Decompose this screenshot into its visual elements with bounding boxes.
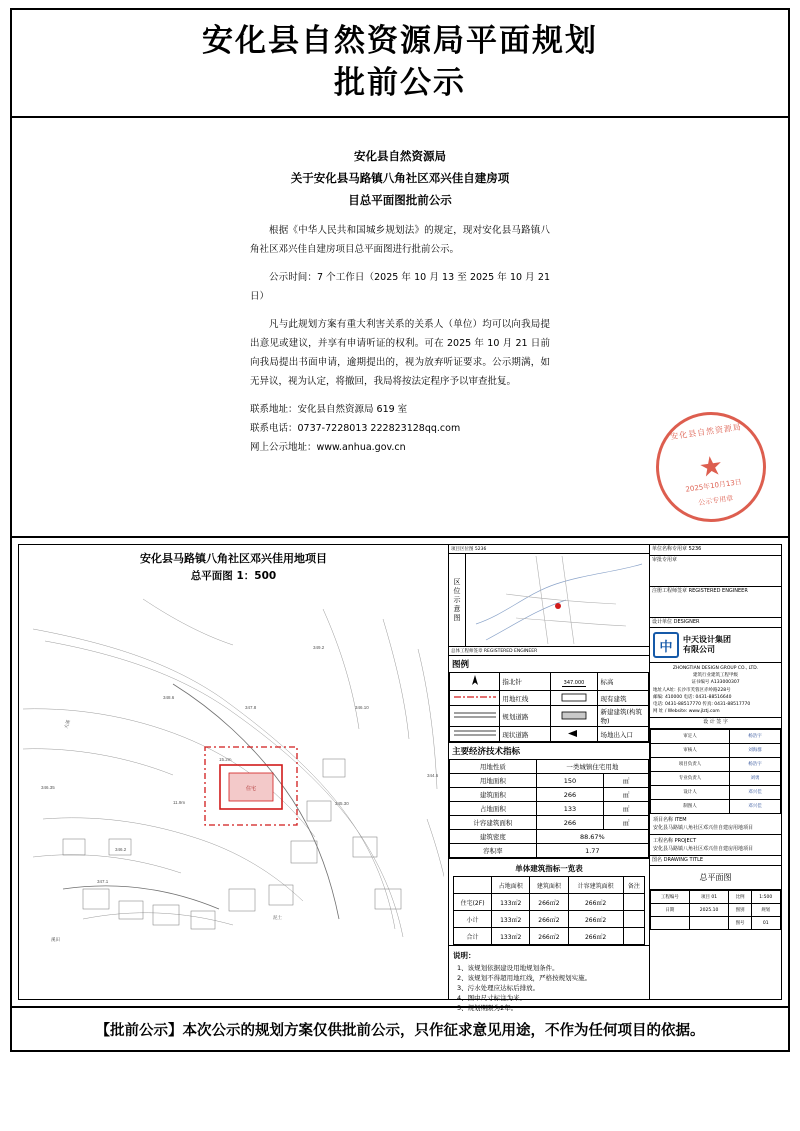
signature-table — [650, 729, 781, 814]
notes-title: 说明： — [453, 951, 476, 960]
page-title-line1: 安化县自然资源局平面规划 — [202, 23, 598, 60]
drawing-title-label: 图名 DRAWING TITLE — [650, 856, 781, 867]
title-block-panel — [649, 545, 781, 999]
spec-name: 建筑面积 — [450, 788, 537, 802]
table-row — [454, 894, 645, 911]
svg-text:住宅: 住宅 — [245, 786, 257, 792]
sign-role: 制图人 — [651, 799, 730, 813]
location-head-label: 项目区位图 5236 — [449, 545, 649, 554]
firm-en-name: ZHONGTIAN DESIGN GROUP CO., LTD. — [672, 666, 759, 671]
spec-name: 建筑密度 — [450, 830, 537, 844]
cert-line1: 建筑行业建筑工程甲级 — [693, 673, 738, 679]
engineer-stamp-box: 注册工程师签章 REGISTERED ENGINEER — [650, 587, 781, 618]
spec-unit: ㎡ — [604, 816, 649, 830]
site-plan-title-main: 安化县马路镇八角社区邓兴佳用地项目 — [140, 552, 327, 565]
firm-website: 网 址 / Website: www.jlztj.com — [653, 709, 720, 715]
spec-unit: ㎡ — [604, 774, 649, 788]
spec-value: 266 — [536, 816, 604, 830]
notice-paragraph-1: 根据《中华人民共和国城乡规划法》的规定，现对安化县马路镇八角社区邓兴佳自建房项目总平面图进行批前公示。 — [250, 224, 550, 255]
drawing-frame — [18, 544, 782, 1013]
note-item: 4、图中尺寸标注为米。 — [457, 994, 527, 1003]
unit-cell: 住宅(2F) — [454, 894, 492, 911]
location-box — [449, 554, 649, 646]
sign-role: 审定人 — [651, 729, 730, 743]
svg-text:大溪: 大溪 — [63, 719, 72, 730]
sign-role: 专业负责人 — [651, 771, 730, 785]
company-logo-icon: 中 — [653, 632, 679, 658]
spec-section — [449, 743, 649, 859]
spec-name: 用地面积 — [450, 774, 537, 788]
site-plan-panel — [19, 545, 449, 999]
seal-star-icon: ★ — [696, 449, 726, 485]
notice-paragraph-2: 公示时间：7 个工作日（2025 年 10 月 13 至 2025 年 10 月 21 日） — [250, 271, 550, 302]
legend-row — [450, 727, 649, 742]
sign-name: 杨浩宇 — [729, 757, 780, 771]
sign-name: 杨浩宇 — [729, 729, 780, 743]
foot-key2: 比例 — [729, 891, 751, 904]
legend-label-north: 指北针 — [500, 673, 550, 691]
foot-value2: 1:500 — [751, 891, 780, 904]
svg-text:345.30: 345.30 — [335, 801, 349, 806]
sub-project-name: 安化县马路镇八角社区邓兴佳自建房用地项目 — [653, 845, 754, 852]
unit-cell — [623, 928, 644, 945]
table-row — [651, 904, 781, 917]
spec-value: 1.77 — [536, 844, 648, 858]
sign-role: 审核人 — [651, 743, 730, 757]
table-row — [651, 917, 781, 930]
location-side-label: 区位示意图 — [449, 554, 466, 646]
svg-text:346.2: 346.2 — [115, 847, 127, 852]
legend-table — [449, 672, 649, 742]
spec-name: 容积率 — [450, 844, 537, 858]
table-row — [450, 802, 649, 816]
legend-row — [450, 706, 649, 727]
units-col-3: 计容建筑面积 — [568, 877, 623, 894]
seal-date-text: 2025年10月13日 — [685, 477, 743, 494]
seal-bottom-text: 公示专用章 — [697, 494, 734, 508]
sub-project-label: 工程名称 PROJECT — [653, 837, 697, 844]
foot-value2: 01 — [751, 917, 780, 930]
table-row — [651, 891, 781, 904]
redline-icon — [450, 691, 500, 706]
firm-details — [650, 663, 781, 718]
site-plan-map — [23, 589, 444, 995]
document-header — [10, 8, 790, 118]
svg-text:346.10: 346.10 — [355, 705, 369, 710]
foot-key — [651, 917, 690, 930]
table-row — [450, 774, 649, 788]
page-title-line2: 批前公示 — [334, 65, 466, 101]
notes-section — [449, 946, 649, 1013]
sign-role: 项目负责人 — [651, 757, 730, 771]
spec-unit: ㎡ — [604, 788, 649, 802]
unit-cell: 133㎡2 — [492, 894, 530, 911]
firm-address-1: 地址人A址: 长沙市芙蓉区赤岭路228号 — [653, 687, 731, 693]
legend-label-existing-road: 现状道路 — [500, 727, 550, 742]
notice-title-1: 安化县自然资源局 — [354, 149, 446, 163]
table-row — [651, 757, 781, 771]
existing-road-icon — [450, 727, 500, 742]
unit-cell — [623, 894, 644, 911]
legend-section — [449, 656, 649, 743]
foot-value: 项目 01 — [689, 891, 729, 904]
firm-head-label: 设计单位 DESIGNER — [650, 618, 781, 629]
table-row — [454, 911, 645, 928]
firm-address-2: 邮编: 410000 电话: 0431-88516640 — [653, 694, 732, 700]
location-caption: 总体工程师签章 REGISTERED ENGINEER — [449, 646, 649, 655]
spec-table — [449, 759, 649, 858]
project-label: 项目名称 ITEM — [653, 816, 687, 823]
sign-name: 刘海群 — [729, 743, 780, 757]
spec-value: 150 — [536, 774, 604, 788]
unit-cell — [623, 911, 644, 928]
legend-title: 图例 — [452, 660, 470, 670]
unit-cell: 小计 — [454, 911, 492, 928]
spec-name: 计容建筑面积 — [450, 816, 537, 830]
unit-cell: 133㎡2 — [492, 911, 530, 928]
table-row — [450, 788, 649, 802]
notice-body — [250, 146, 550, 457]
spec-value: 133 — [536, 802, 604, 816]
notice-section — [10, 118, 790, 538]
notice-website: 网上公示地址：www.anhua.gov.cn — [250, 441, 406, 453]
unit-cell: 266㎡2 — [530, 911, 568, 928]
sub-project-block — [650, 835, 781, 856]
table-row — [651, 743, 781, 757]
spec-unit: ㎡ — [604, 802, 649, 816]
legend-label-planned-road: 规划道路 — [500, 706, 550, 727]
spec-value: 一类城镇住宅用地 — [536, 760, 648, 774]
legend-label-existing: 现有建筑 — [598, 691, 649, 706]
table-row — [651, 729, 781, 743]
sign-name: 邓兴佳 — [729, 799, 780, 813]
legend-label-elevation: 标高 — [598, 673, 649, 691]
svg-text:347.8: 347.8 — [245, 705, 257, 710]
planned-road-icon — [450, 706, 500, 727]
firm-name-line1: 中天设计集团 — [683, 634, 731, 644]
site-plan-title-sub: 总平面图 1：500 — [190, 569, 277, 582]
sign-role: 设计人 — [651, 785, 730, 799]
document-footer — [10, 1008, 790, 1052]
notice-phone: 联系电话：0737-7228013 222823128qq.com — [250, 422, 461, 434]
signature-title — [650, 718, 781, 729]
spec-title: 主要经济技术指标 — [452, 747, 521, 757]
foot-key2: 图号 — [729, 917, 751, 930]
unit-cell: 合计 — [454, 928, 492, 945]
notice-paragraph-3: 凡与此规划方案有重大利害关系的关系人（单位）均可以向我局提出意见或建议，并享有申请听证的权利。可在 2025 年 10 月 21 日前向我局提出书面申请，逾期提出的，视为放弃听证要求。公示期满，如无异议，视为认定，将撤回，我局将按法定程序予以审查批复。 — [250, 318, 550, 387]
unit-cell: 266㎡2 — [568, 911, 623, 928]
svg-text:11.9m: 11.9m — [173, 800, 186, 805]
compass-icon — [450, 673, 500, 691]
entrance-icon — [550, 727, 598, 742]
svg-text:溪田: 溪田 — [51, 937, 60, 942]
project-name-block — [650, 814, 781, 835]
note-item: 3、污水处理应达标后排放。 — [457, 984, 540, 993]
units-title: 单体建筑指标一览表 — [515, 864, 583, 873]
units-col-4: 备注 — [623, 877, 644, 894]
foot-key: 日期 — [651, 904, 690, 917]
drawing-section — [10, 538, 790, 1013]
table-header-row — [454, 877, 645, 894]
legend-row — [450, 691, 649, 706]
units-section — [449, 859, 649, 946]
table-row — [651, 799, 781, 813]
units-col-0 — [454, 877, 492, 894]
note-item: 2、该规划不得超用地红线，严格按规划实施。 — [457, 974, 592, 983]
approval-stamp-head: 单位名称专用章 5236 — [650, 545, 781, 556]
unit-cell: 266㎡2 — [568, 928, 623, 945]
sign-name: 刘勇 — [729, 771, 780, 785]
unit-cell: 266㎡2 — [530, 894, 568, 911]
seal-top-text: 安化县自然资源局 — [669, 422, 743, 442]
drawing-footer-table — [650, 890, 781, 930]
svg-text:泥土: 泥土 — [273, 915, 282, 920]
foot-key: 工程编号 — [651, 891, 690, 904]
location-section — [449, 545, 649, 656]
firm-name — [683, 635, 731, 656]
table-row — [450, 830, 649, 844]
notice-title-3: 目总平面图批前公示 — [348, 192, 452, 207]
table-row — [651, 771, 781, 785]
svg-text:348.6: 348.6 — [163, 695, 175, 700]
svg-text:344.6: 344.6 — [427, 773, 439, 778]
foot-value: 2025.10 — [689, 904, 729, 917]
note-item: 1、该规划依据建设用地规划条件。 — [457, 964, 559, 972]
drawing-title-value: 总平面图 — [650, 866, 781, 890]
foot-value2: 规划 — [751, 904, 780, 917]
firm-logo-row — [650, 628, 781, 663]
official-seal-icon — [649, 405, 773, 529]
site-plan-title — [19, 545, 448, 584]
notes-list — [453, 963, 645, 1013]
units-col-2: 建筑面积 — [530, 877, 568, 894]
legend-label-redline: 用地红线 — [500, 691, 550, 706]
legend-row — [450, 673, 649, 691]
table-row — [450, 816, 649, 830]
spec-value: 88.67% — [536, 830, 648, 844]
units-table — [453, 876, 645, 945]
approval-stamp-box: 审批专用章 — [650, 556, 781, 587]
footer-notice-text: 【批前公示】本次公示的规划方案仅供批前公示，只作征求意见用途，不作为任何项目的依据。 — [95, 1022, 705, 1039]
legend-label-entrance: 场地出入口 — [598, 727, 649, 742]
location-map — [466, 554, 649, 646]
table-row — [450, 760, 649, 774]
unit-cell: 133㎡2 — [492, 928, 530, 945]
drawing-info-panel — [449, 545, 649, 1013]
table-row — [651, 785, 781, 799]
page-title — [202, 21, 598, 105]
firm-name-line2: 有限公司 — [683, 645, 715, 654]
units-col-1: 占地面积 — [492, 877, 530, 894]
sign-name: 邓兴佳 — [729, 785, 780, 799]
foot-value — [689, 917, 729, 930]
cert-line2: 证书编号 A133000307 — [691, 680, 740, 686]
table-row — [450, 844, 649, 858]
project-name: 安化县马路镇八角社区邓兴佳自建房用地项目 — [653, 824, 754, 831]
firm-address-3: 电话: 0431-88517770 传真: 0431-88517770 — [653, 701, 751, 707]
existing-building-icon — [550, 691, 598, 706]
svg-text:346.35: 346.35 — [41, 785, 55, 790]
location-map-drawing — [466, 554, 649, 646]
svg-text:15.2m: 15.2m — [219, 757, 232, 762]
new-building-icon — [550, 706, 598, 727]
svg-text:349.2: 349.2 — [313, 645, 325, 650]
site-plan-drawing — [23, 589, 444, 949]
foot-key2: 图别 — [729, 904, 751, 917]
spec-name: 用地性质 — [450, 760, 537, 774]
svg-text:347.1: 347.1 — [97, 879, 109, 884]
signature-title-cn: 设 计 签 字 — [703, 719, 728, 726]
elevation-icon: 347.000 — [550, 673, 598, 691]
spec-name: 占地面积 — [450, 802, 537, 816]
notice-address: 联系地址：安化县自然资源局 619 室 — [250, 403, 408, 415]
legend-label-new-building: 新建建筑(构筑物) — [598, 706, 649, 727]
table-row — [454, 928, 645, 945]
spec-value: 266 — [536, 788, 604, 802]
unit-cell: 266㎡2 — [530, 928, 568, 945]
notice-title-2: 关于安化县马路镇八角社区邓兴佳自建房项 — [290, 170, 510, 185]
unit-cell: 266㎡2 — [568, 894, 623, 911]
note-item: 5、规划期限为2年。 — [457, 1004, 518, 1013]
